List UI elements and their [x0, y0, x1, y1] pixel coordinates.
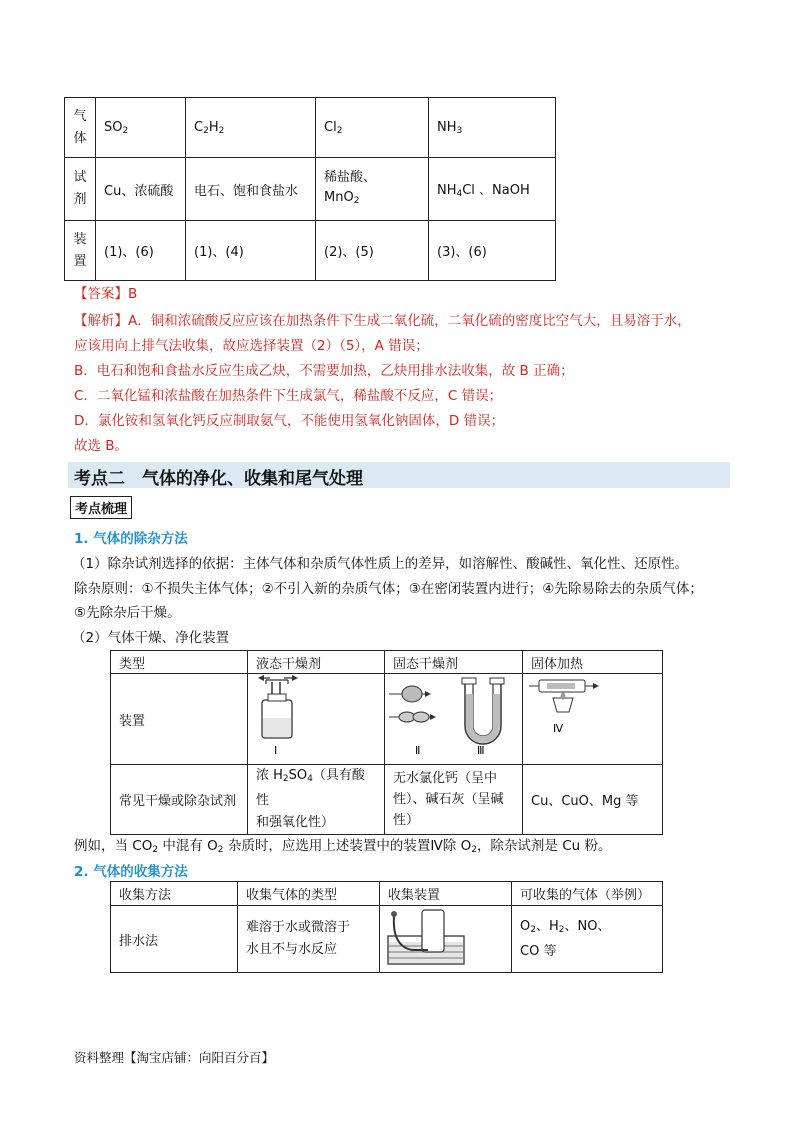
heated-tube-diagram	[523, 674, 613, 760]
row-header-reagent: 试 剂	[65, 158, 96, 221]
col-gas-type: 收集气体的类型	[238, 882, 380, 906]
drying-table	[110, 650, 663, 835]
para-basis: （1）除杂试剂选择的依据：主体气体和杂质气体性质上的差异，如溶解性、酸碱性、氧化性、还原性。	[72, 556, 689, 572]
drying-tube-diagrams	[385, 674, 507, 760]
footer-source: 资料整理【淘宝店铺：向阳百分百】	[74, 1050, 275, 1065]
roman-label-1: Ⅰ	[274, 745, 278, 757]
col-heat: 固体加热	[523, 651, 663, 674]
answer-label: 【答案】B	[74, 286, 138, 302]
cell-app-2: (1)、(4)	[186, 221, 316, 281]
para-principles-cont: ⑤先除杂后干燥。	[74, 605, 181, 621]
analysis-line-2: 应该用向上排气法收集，故应选择装置（2）（5），A 错误；	[74, 338, 429, 354]
row-reagent-label: 常见干燥或除杂试剂	[111, 765, 248, 835]
cell-c2h2: $C_2H_2$	[186, 98, 316, 158]
roman-label-2: Ⅱ	[415, 745, 421, 757]
gas-examples: $O_2$、$H_2$、NO、 CO 等	[512, 906, 663, 973]
cell-nh4cl: $NH_4Cl$ 、NaOH	[429, 158, 556, 221]
row-apparatus-label: 装置	[111, 674, 248, 765]
section-box-label: 考点梳理	[70, 496, 132, 519]
method-water-displacement: 排水法	[111, 906, 238, 973]
gas-reagent-table	[64, 97, 556, 281]
roman-label-4: Ⅳ	[553, 723, 564, 735]
analysis-line-3: B．电石和饱和食盐水反应生成乙炔，不需要加热，乙炔用排水法收集，故 B 正确；	[74, 363, 574, 379]
example-line: 例如，当 $CO_2$ 中混有 $O_2$ 杂质时，应选用上述装置中的装置Ⅳ除 $O_2$，除杂试剂是 Cu 粉。	[74, 838, 612, 855]
cell-carbide: 电石、饱和食盐水	[186, 158, 316, 221]
cell-app-1: (1)、(6)	[96, 221, 186, 281]
analysis-line-5: D．氯化铵和氢氧化钙反应制取氨气，不能使用氢氧化钠固体，D 错误；	[74, 413, 505, 429]
liquid-reagent: 浓 $H_2SO_4$（具有酸性 和强氧化性）	[248, 765, 385, 835]
water-collection-cell	[380, 906, 512, 973]
cell-app-4: (3)、(6)	[429, 221, 556, 281]
col-method: 收集方法	[111, 882, 238, 906]
cell-so2: $SO_2$	[96, 98, 186, 158]
cell-hcl-mno2: 稀盐酸、 MnO$_2$	[316, 158, 429, 221]
solid-reagent: 无水氯化钙（呈中 性）、碱石灰（呈碱 性）	[385, 765, 523, 835]
para-drying-apparatus: （2）气体干燥、净化装置	[72, 630, 230, 646]
subheading-collection: 2. 气体的收集方法	[74, 864, 188, 880]
cell-nh3: $NH_3$	[429, 98, 556, 158]
gas-type-desc: 难溶于水或微溶于 水且不与水反应	[238, 906, 380, 973]
analysis-line-4: C．二氧化锰和浓盐酸在加热条件下生成氯气，稀盐酸不反应，C 错误；	[74, 388, 503, 404]
liquid-dryer-cell	[248, 674, 385, 765]
cell-cl2: $Cl_2$	[316, 98, 429, 158]
col-examples: 可收集的气体（举例）	[512, 882, 663, 906]
subheading-purification: 1. 气体的除杂方法	[74, 531, 188, 547]
cell-app-3: (2)、(5)	[316, 221, 429, 281]
heat-reagent: Cu、CuO、Mg 等	[523, 765, 663, 835]
gas-washing-bottle-diagram	[248, 674, 383, 760]
para-principles: 除杂原则：①不损失主体气体；②不引入新的杂质气体；③在密闭装置内进行；④先除易除去的杂质气体；	[74, 581, 703, 597]
col-type: 类型	[111, 651, 248, 674]
cell-cu-acid: Cu、浓硫酸	[96, 158, 186, 221]
roman-label-3: Ⅲ	[477, 745, 485, 757]
solid-heating-cell	[523, 674, 663, 765]
water-displacement-diagram	[380, 906, 505, 968]
col-liquid: 液态干燥剂	[248, 651, 385, 674]
analysis-line-1: 【解析】A．铜和浓硫酸反应应该在加热条件下生成二氧化硫，二氧化硫的密度比空气大，且易溶于水，	[74, 313, 691, 329]
collection-table	[110, 881, 663, 973]
col-solid: 固态干燥剂	[385, 651, 523, 674]
row-header-gas: 气 体	[65, 98, 96, 158]
analysis-line-6: 故选 B。	[74, 438, 129, 454]
row-header-apparatus: 装 置	[65, 221, 96, 281]
col-apparatus: 收集装置	[380, 882, 512, 906]
section-title: 考点二 气体的净化、收集和尾气处理	[74, 469, 363, 489]
solid-dryer-cell	[385, 674, 523, 765]
